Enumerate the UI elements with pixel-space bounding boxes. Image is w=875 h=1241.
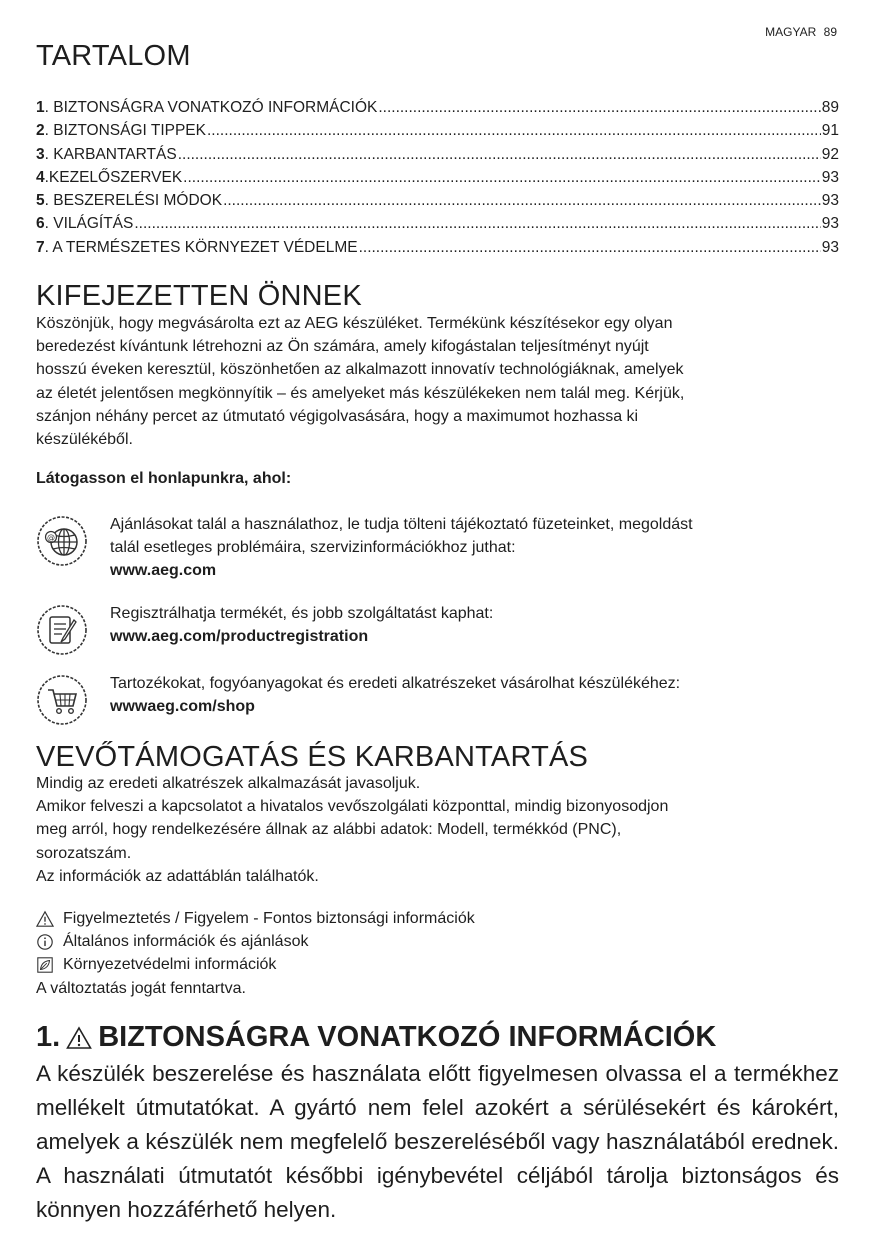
toc-row[interactable] (36, 119, 839, 142)
toc-leader (378, 96, 820, 119)
website-info-line: talál esetleges problémáira, szervizinformációkhoz juthat: (110, 539, 516, 557)
support-paragraph (36, 772, 826, 888)
toc-title: TARTALOM (36, 40, 191, 72)
toc-label: . A TERMÉSZETES KÖRNYEZET VÉDELME (44, 238, 358, 256)
shop-line: Tartozékokat, fogyóanyagokat és eredeti alkatrészeket vásárolhat készülékéhez: (110, 675, 681, 692)
globe-at-icon (36, 515, 88, 567)
section1-number: 1. (36, 1021, 61, 1053)
registration-url-link[interactable]: www.aeg.com/productregistration (110, 628, 369, 646)
rights-note: A változtatás jogát fenntartva. (36, 979, 246, 997)
toc-label: . BESZERELÉSI MÓDOK (44, 192, 223, 210)
website-url-link[interactable]: www.aeg.com (110, 562, 217, 580)
toc-page: 93 (821, 168, 839, 186)
toc-number: 2 (36, 122, 45, 140)
visit-label: Látogasson el honlapunkra, ahol: (36, 470, 292, 487)
shopping-cart-icon (36, 674, 88, 726)
intro-line: beredezést kívántunk létrehozni az Ön számára, amely kifogástalan teljesítményt nyújt (36, 338, 649, 356)
website-info-text (110, 513, 830, 583)
shop-text (110, 672, 830, 718)
support-line: meg arról, hogy rendelkezésére állnak az alábbi adatok: Modell, termékkód (PNC), (36, 821, 622, 839)
toc-number: 5 (36, 192, 45, 210)
intro-line: az életét jelentősen megkönnyítik – és amelyeket más készülékeken nem talál meg. Kérjük, (36, 384, 685, 402)
symbol-legend (36, 907, 475, 1000)
environment-icon (36, 956, 54, 974)
toc-label: . BIZTONSÁGRA VONATKOZÓ INFORMÁCIÓK (44, 99, 378, 116)
toc-row[interactable] (36, 166, 839, 189)
legend-text: Környezetvédelmi információk (63, 956, 277, 974)
warning-icon (36, 910, 54, 928)
legend-row-environment (36, 953, 475, 976)
intro-line: hosszú éveken keresztül, köszönhetően az alkalmazott innovatív technológiáknak, amelyek (36, 361, 684, 379)
toc-label: . VILÁGÍTÁS (44, 215, 134, 233)
intro-line: szánjon néhány percet az útmutató végigolvasására, hogy a maximumot hozhassa ki (36, 407, 639, 425)
toc-number: 3 (36, 145, 45, 163)
registration-text (110, 602, 830, 648)
intro-line: készülékéből. (36, 431, 133, 449)
section1-body: A készülék beszerelése és használata előtt figyelmesen olvassa el a termékhez mellékelt útmutatókat. A gyártó nem felel azokért a sérülésekért és károkért, amelyek a készülék nem megfelelő beszereléséből vagy használatából erednek. A használati útmutatót későbbi igénybevétel céljából tárolja biztonságos és könnyen hozzáférhető helyen. (36, 1061, 839, 1222)
toc-label: . KARBANTARTÁS (44, 145, 177, 163)
toc-page: 93 (821, 192, 839, 210)
toc-row[interactable] (36, 96, 839, 119)
toc-number: 7 (36, 238, 45, 256)
toc-page: 93 (821, 238, 839, 256)
website-info-line: Ajánlásokat talál a használathoz, le tudja tölteni tájékoztató füzeteinket, megoldást (110, 516, 693, 533)
toc-leader (183, 166, 821, 189)
info-icon (36, 933, 54, 951)
toc-number: 6 (36, 215, 45, 233)
section1-title: BIZTONSÁGRA VONATKOZÓ INFORMÁCIÓK (98, 1021, 717, 1053)
toc-leader (223, 189, 821, 212)
toc-row[interactable] (36, 143, 839, 166)
toc-label: .KEZELŐSZERVEK (44, 168, 183, 186)
support-line: Amikor felveszi a kapcsolatot a hivatalos vevőszolgálati központtal, mindig bizonyosodjon (36, 798, 669, 816)
toc-page: 91 (821, 122, 839, 140)
toc-row[interactable] (36, 212, 839, 235)
warning-icon (66, 1026, 92, 1050)
intro-paragraph (36, 312, 836, 451)
toc-leader (134, 212, 820, 235)
support-line: Az információk az adattáblán találhatók. (36, 867, 319, 885)
toc-row[interactable] (36, 236, 839, 259)
toc-number: 4 (36, 168, 45, 186)
toc-page: 92 (821, 145, 839, 163)
header-language: MAGYAR (765, 25, 817, 39)
toc-leader (207, 119, 821, 142)
header-page-number: 89 (823, 25, 837, 39)
toc-row[interactable] (36, 189, 839, 212)
section-title-kifejezetten: KIFEJEZETTEN ÖNNEK (36, 280, 362, 312)
shop-url-link[interactable]: wwwaeg.com/shop (110, 698, 255, 716)
toc-leader (178, 143, 821, 166)
legend-row-warning (36, 907, 475, 930)
support-line: Mindig az eredeti alkatrészek alkalmazását javasoljuk. (36, 775, 421, 792)
register-pen-icon (36, 604, 88, 656)
support-line: sorozatszám. (36, 844, 132, 862)
section1-heading (36, 1021, 716, 1054)
toc-label: . BIZTONSÁGI TIPPEK (44, 122, 206, 140)
section-title-vevotamogatas: VEVŐTÁMOGATÁS ÉS KARBANTARTÁS (36, 741, 589, 773)
legend-text: Általános információk és ajánlások (63, 933, 309, 951)
toc-number: 1 (36, 99, 45, 116)
toc-page: 93 (821, 215, 839, 233)
legend-row-info (36, 930, 475, 953)
page-header (761, 25, 837, 39)
svg-text:@: @ (47, 533, 55, 542)
toc-page: 89 (821, 99, 839, 116)
toc-leader (359, 236, 821, 259)
legend-row-note (36, 977, 475, 1000)
intro-line: Köszönjük, hogy megvásárolta ezt az AEG készüléket. Termékünk készítésekor egy olyan (36, 315, 673, 332)
legend-text: Figyelmeztetés / Figyelem - Fontos biztonsági információk (63, 910, 475, 927)
table-of-contents (36, 96, 839, 259)
registration-line: Regisztrálhatja termékét, és jobb szolgáltatást kaphat: (110, 605, 494, 622)
